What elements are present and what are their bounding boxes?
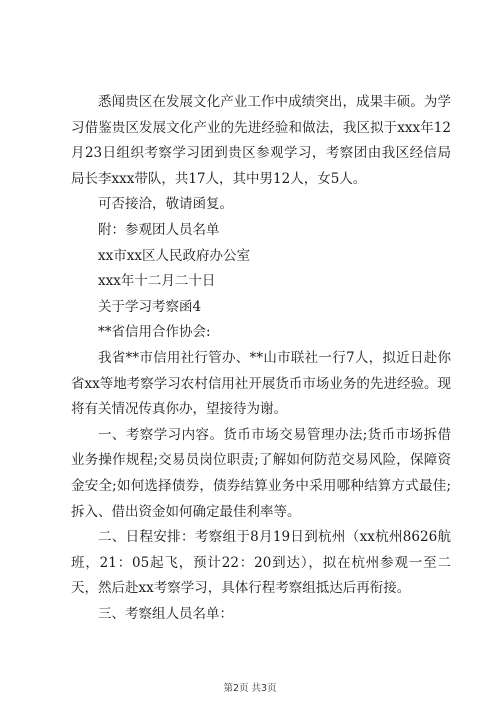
paragraph-schedule: 二、日程安排：考察组于8月19日到杭州（xx杭州8626航班，21：05起飞，预计22：20到达），拟在杭州参观一至二天，然后赴xx考察学习，具体行程考察组抵达后再衔接。: [71, 529, 451, 597]
paragraph-visit-notice: 我省**市信用社行管办、**山市联社一行7人，拟近日赴你省xx等地考察学习农村信用社开展货币市场业务的先进经验。现将有关情况传真你办，望接待为谢。: [71, 349, 451, 418]
paragraph-request-reply: 可否接洽，敬请函复。: [98, 196, 233, 213]
paragraph-salutation: **省信用合作协会:: [98, 324, 211, 341]
paragraph-sender-office: xx市xx区人民政府办公室: [98, 247, 250, 264]
document-body: [71, 90, 451, 627]
page-number-footer: 第2页 共3页: [223, 683, 277, 694]
paragraph-member-list: 三、考察组人员名单：: [98, 605, 233, 622]
paragraph-intro: 悉闻贵区在发展文化产业工作中成绩突出，成果丰硕。为学习借鉴贵区发展文化产业的先进经验和做法，我区拟于xxx年12月23日组织考察学习团到贵区参观学习，考察团由我区经信局局长李xxx带队，共17人，其中男12人，女5人。: [71, 94, 451, 187]
paragraph-attachment: 附：参观团人员名单: [98, 221, 220, 238]
paragraph-letter-title: 关于学习考察函4: [98, 298, 202, 315]
paragraph-study-content: 一、考察学习内容。货币市场交易管理办法;货币市场拆借业务操作规程;交易员岗位职责;了解如何防范交易风险，保障资金安全;如何选择债券，债券结算业务中采用哪种结算方式最佳;拆入、借出资金如何确定最佳利率等。: [71, 426, 451, 520]
paragraph-date: xxx年十二月二十日: [98, 273, 216, 290]
